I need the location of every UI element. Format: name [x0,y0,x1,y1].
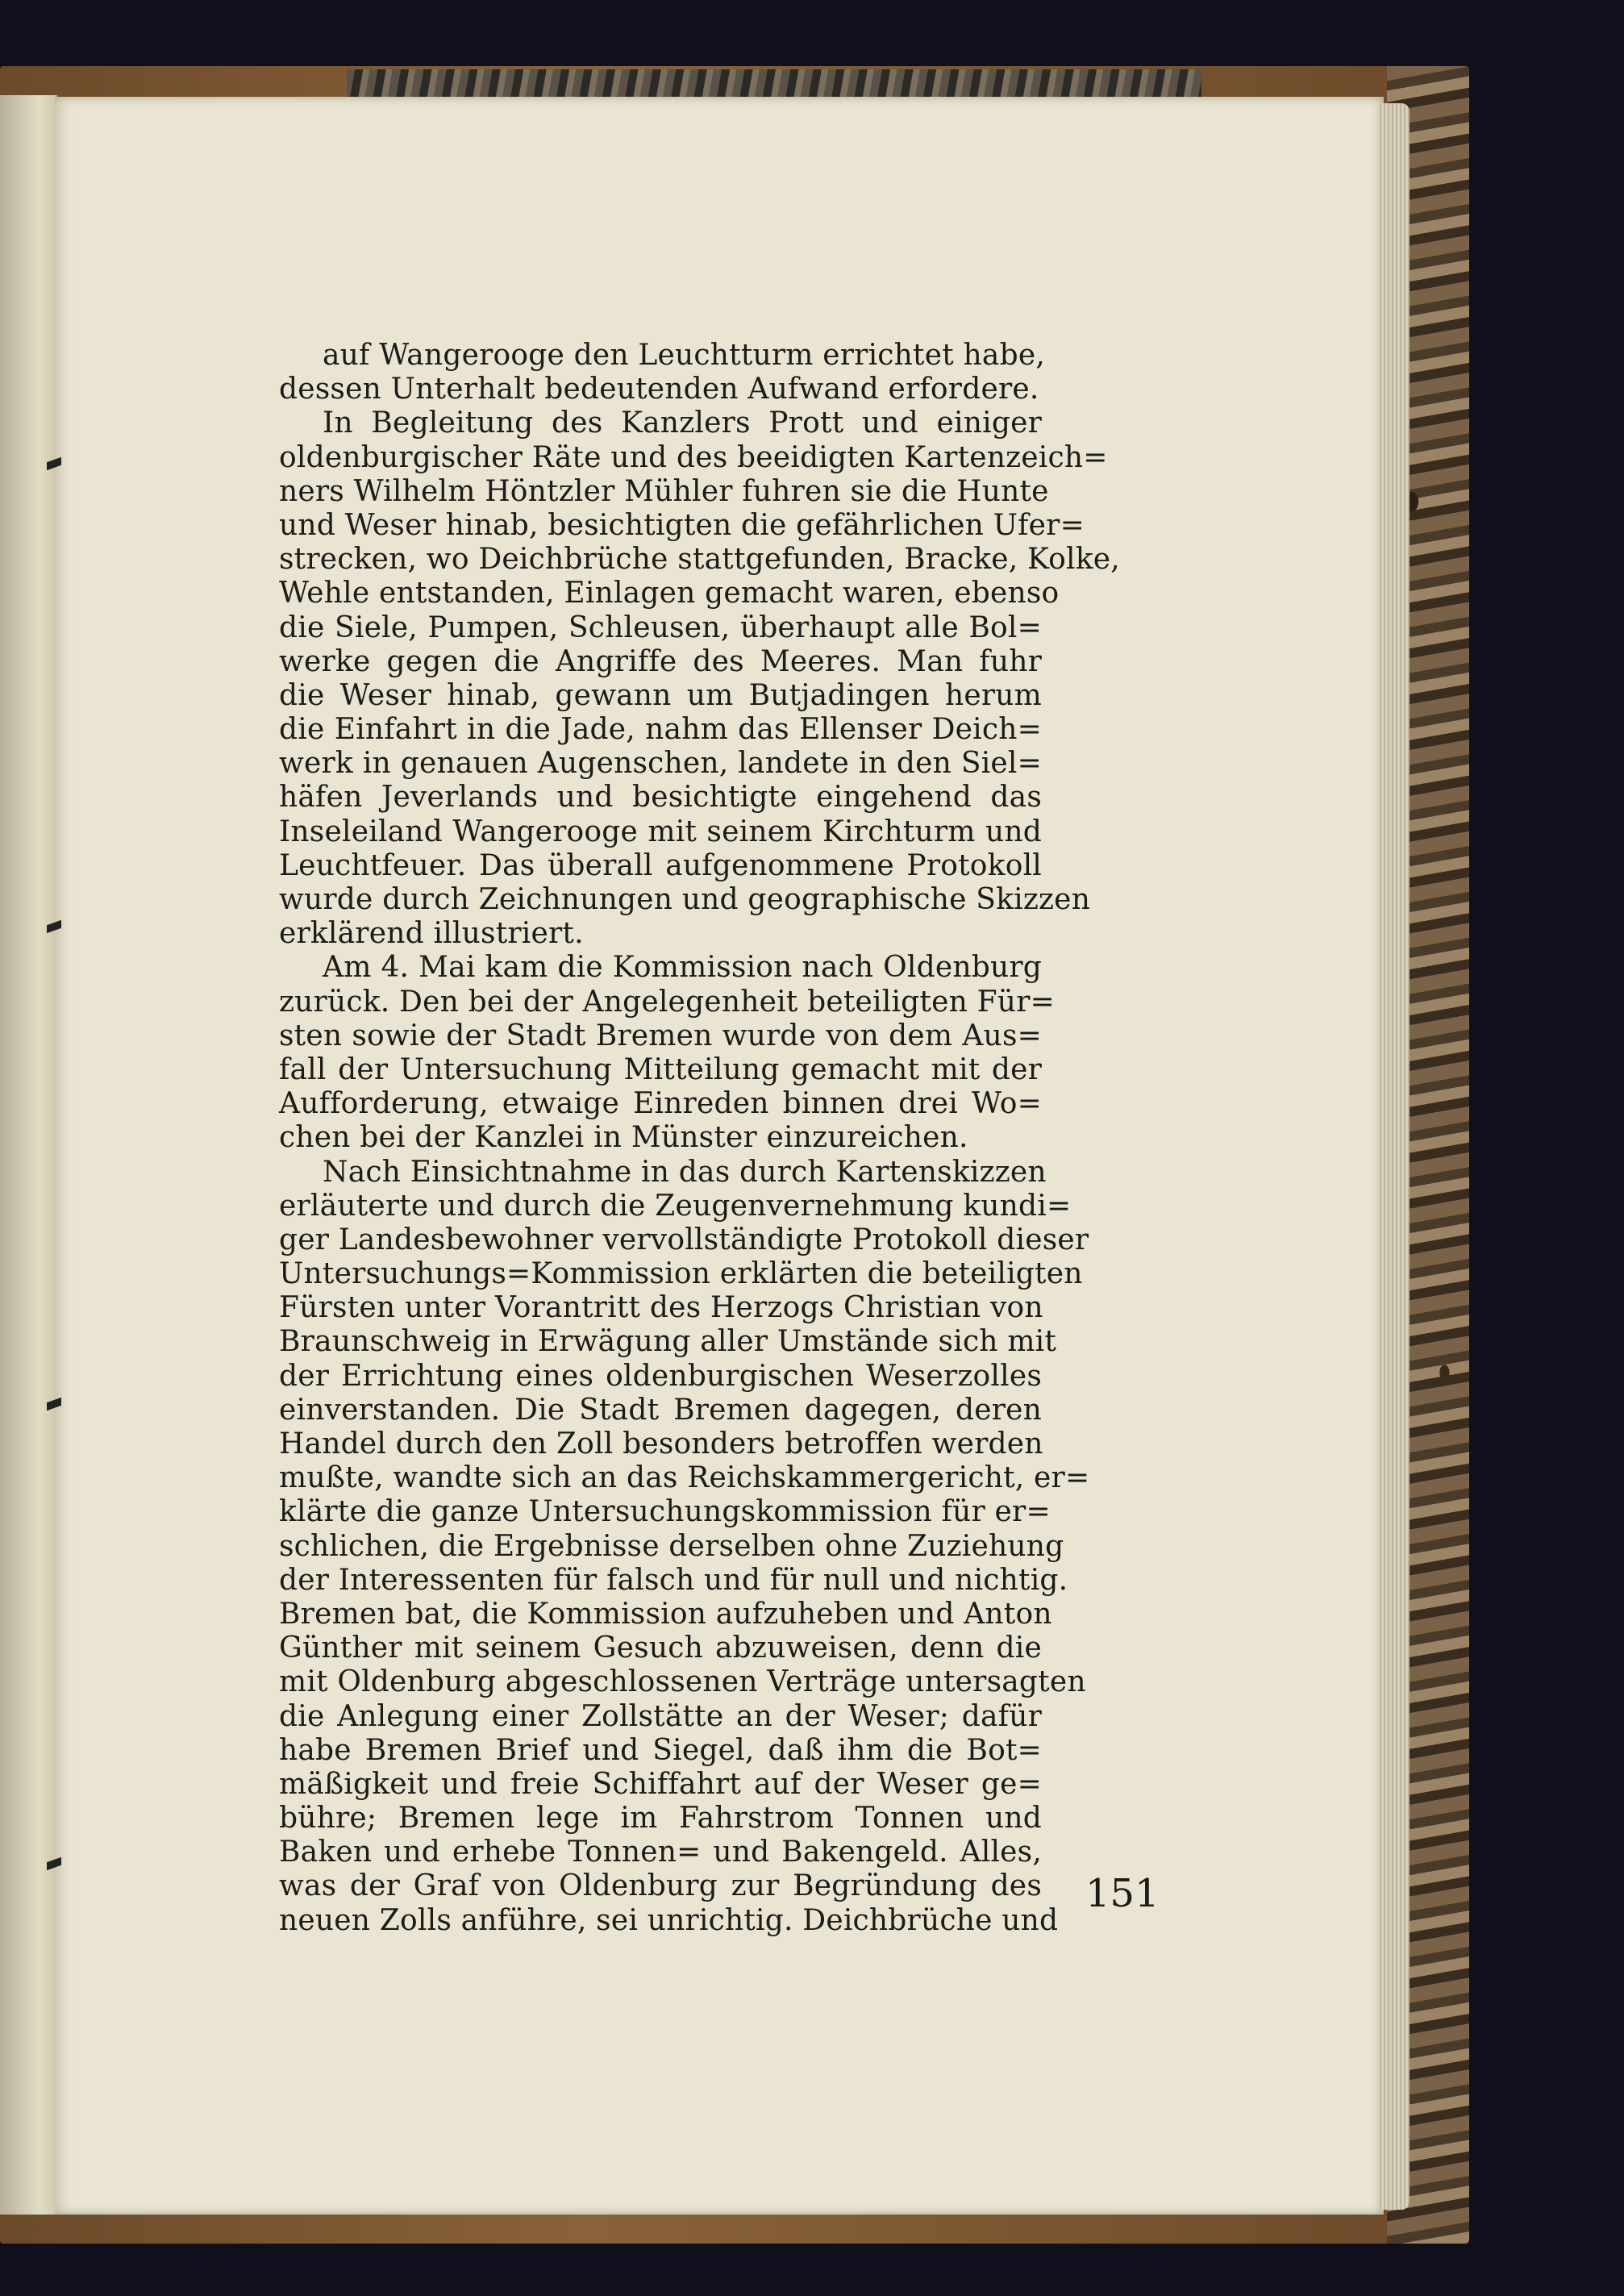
text-line: erklärend illustriert. [279,917,584,951]
text-line: Inseleiland Wangerooge mit seinem Kirchturm und [279,815,1042,848]
text-line: In Begleitung des Kanzlers Prott und einiger [323,406,1042,440]
page-stack-edges [1377,103,1410,2210]
text-line: dessen Unterhalt bedeutenden Aufwand erfordere. [279,373,1039,406]
text-line: schlichen, die Ergebnisse derselben ohne Zuziehung [279,1529,1064,1563]
text-line: strecken, wo Deichbrüche stattgefunden, Bracke, Kolke, [279,543,1120,577]
text-line: erläuterte und durch die Zeugenvernehmung kundi= [279,1189,1072,1223]
text-line: die Anlegung einer Zollstätte an der Weser; dafür [279,1699,1042,1733]
page-text [279,339,1120,1938]
page-number: 151 [1085,1871,1160,1916]
text-line: Günther mit seinem Gesuch abzuweisen, denn die [279,1631,1042,1665]
text-line: neuen Zolls anführe, sei unrichtig. Deichbrüche und [279,1903,1059,1937]
text-line: einverstanden. Die Stadt Bremen dagegen, deren [279,1393,1042,1427]
text-line: die Weser hinab, gewann um Butjadingen herum [279,678,1042,712]
text-line: oldenburgischer Räte und des beeidigten Kartenzeich= [279,440,1108,474]
text-line: Braunschweig in Erwägung aller Umstände sich mit [279,1325,1057,1359]
text-line: chen bei der Kanzlei in Münster einzureichen. [279,1121,968,1155]
text-line: Untersuchungs=Kommission erklärten die beteiligten [279,1257,1083,1291]
text-line: Bremen bat, die Kommission aufzuheben und Anton [279,1597,1052,1631]
text-line: der Errichtung eines oldenburgischen Weserzolles [279,1359,1042,1393]
facing-page-edge [0,95,58,2215]
text-line: fall der Untersuchung Mitteilung gemacht mit der [279,1052,1042,1086]
text-line: häfen Jeverlands und besichtigte eingehend das [279,781,1042,815]
text-line: zurück. Den bei der Angelegenheit beteiligten Für= [279,985,1055,1019]
text-line: die Siele, Pumpen, Schleusen, überhaupt alle Bol= [279,610,1042,644]
text-line: die Einfahrt in die Jade, nahm das Ellenser Deich= [279,713,1042,747]
text-line: mit Oldenburg abgeschlossenen Verträge untersagten [279,1665,1086,1699]
text-line: was der Graf von Oldenburg zur Begründung des [279,1869,1042,1903]
text-line: habe Bremen Brief und Siegel, daß ihm die Bot= [279,1733,1042,1767]
text-line: mußte, wandte sich an das Reichskammergericht, er= [279,1461,1090,1495]
text-line: wurde durch Zeichnungen und geographische Skizzen [279,883,1091,916]
text-line: werke gegen die Angriffe des Meeres. Man fuhr [279,644,1042,678]
text-line: ger Landesbewohner vervollständigte Protokoll dieser [279,1223,1089,1256]
text-line: sten sowie der Stadt Bremen wurde von dem Aus= [279,1019,1042,1052]
text-line: Leuchtfeuer. Das überall aufgenommene Protokoll [279,848,1042,882]
text-line: Wehle entstanden, Einlagen gemacht waren, ebenso [279,577,1060,610]
text-line: Fürsten unter Vorantritt des Herzogs Christian von [279,1291,1043,1325]
text-line: auf Wangerooge den Leuchtturm errichtet habe, [323,339,1045,372]
text-line: werk in genauen Augenschen, landete in den Siel= [279,747,1042,781]
text-line: Am 4. Mai kam die Kommission nach Oldenburg [323,951,1042,985]
text-line: mäßigkeit und freie Schiffahrt auf der Weser ge= [279,1767,1042,1801]
text-line: Baken und erhebe Tonnen= und Bakengeld. Alles, [279,1836,1042,1869]
text-line: bühre; Bremen lege im Fahrstrom Tonnen und [279,1802,1042,1836]
cover-marbled-edge [347,69,1201,100]
text-line: Aufforderung, etwaige Einreden binnen drei Wo= [279,1087,1042,1121]
text-line: Nach Einsichtnahme in das durch Kartenskizzen [323,1155,1047,1189]
text-line: ners Wilhelm Höntzler Mühler fuhren sie die Hunte [279,474,1049,508]
text-line: der Interessenten für falsch und für null und nichtig. [279,1563,1068,1597]
text-line: und Weser hinab, besichtigten die gefährlichen Ufer= [279,508,1085,542]
text-line: klärte die ganze Untersuchungskommission für er= [279,1495,1051,1529]
text-line: Handel durch den Zoll besonders betroffen werden [279,1427,1043,1461]
